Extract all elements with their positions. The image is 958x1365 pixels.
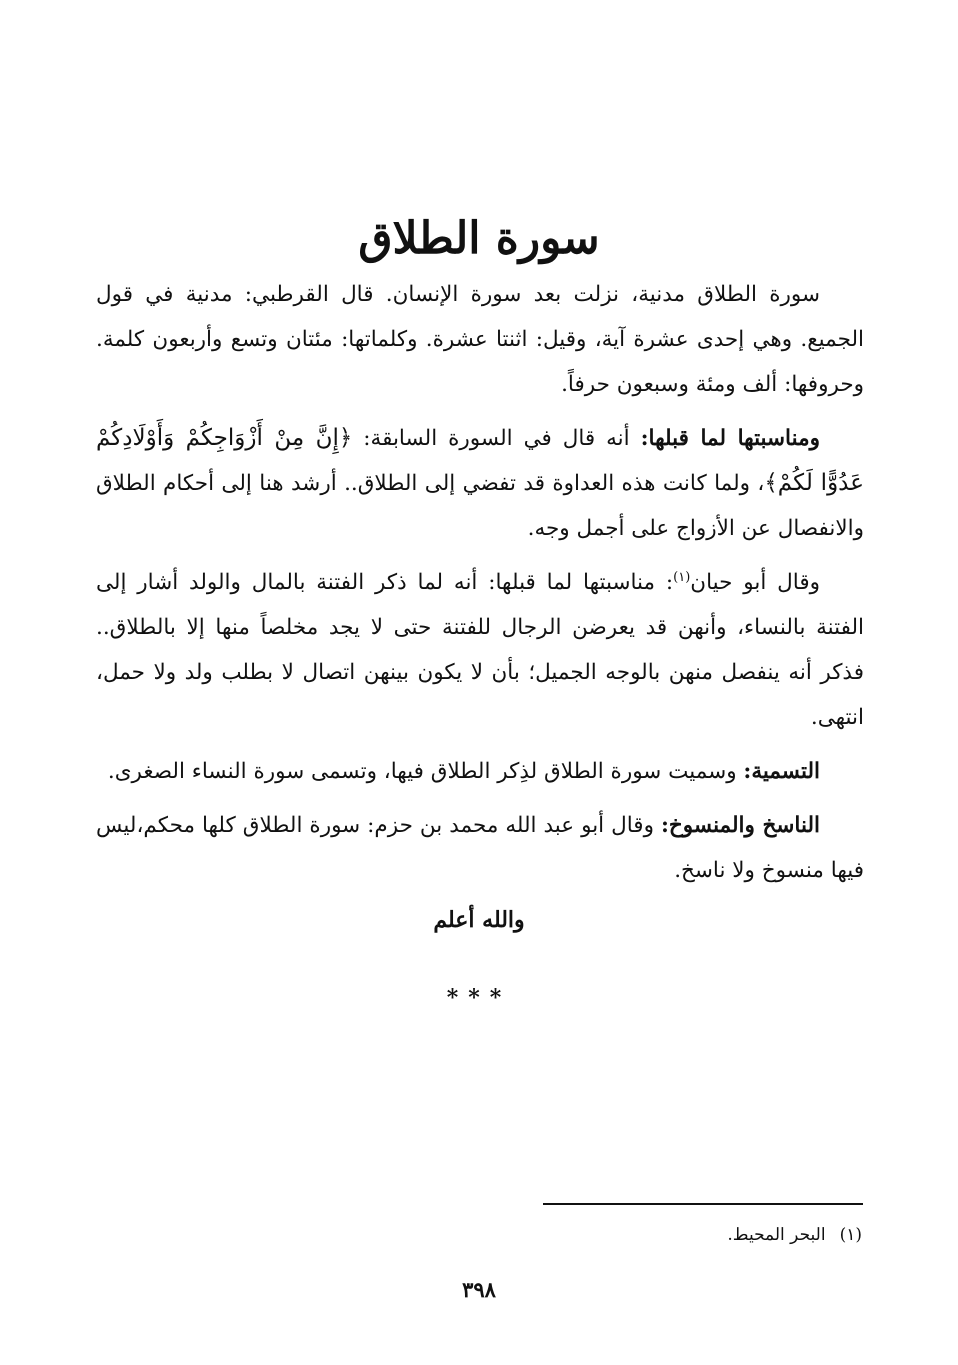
abu-hayyan-text-after-ref: : مناسبتها لما قبلها: أنه لما ذكر الفتنة بالمال والولد أشار إلى الفتنة بالنساء، وأنهن قد يعرضن الرجال للفتنة حتى لا يجد مخلصاً منها إلا بالطلاق.. فذكر أنه ينفصل منهن بالوجه الجميل؛ بأن لا يكون بينهن اتصال لا بطلب ولد ولا حمل، انتهى. (96, 570, 864, 730)
relevance-text-after-quote: ، ولما كانت هذه العداوة قد تفضي إلى الطلاق.. أرشد هنا إلى أحكام الطلاق والانفصال عن الأزواج على أجمل وجه. (96, 471, 864, 541)
footnote (94, 1218, 862, 1252)
relevance-paragraph (96, 416, 864, 551)
asterisk-separator: *** (446, 985, 512, 1011)
naming-paragraph (96, 749, 864, 794)
abu-hayyan-paragraph (96, 560, 864, 740)
surah-title: سورة الطلاق (358, 213, 600, 265)
abu-hayyan-text-before-ref: وقال أبو حيان (690, 570, 820, 595)
footnote-reference: (١) (673, 569, 691, 585)
relevance-text-before-quote: أنه قال في السورة السابقة: (352, 426, 641, 451)
footnote-divider (543, 1203, 863, 1205)
abrogation-heading: الناسخ والمنسوخ: (660, 813, 820, 838)
intro-paragraph (96, 272, 864, 407)
closing-phrase: والله أعلم (433, 907, 525, 933)
naming-text: وسميت سورة الطلاق لذِكر الطلاق فيها، وتسمى سورة النساء الصغرى. (107, 759, 744, 784)
intro-text: سورة الطلاق مدنية، نزلت بعد سورة الإنسان. قال القرطبي: مدنية في قول الجميع. وهي إحدى عشرة آية، وقيل: اثنتا عشرة. وكلماتها: مئتان وتسع وأربعون كلمة. وحروفها: ألف ومئة وسبعون حرفاً. (96, 282, 864, 397)
relevance-heading: ومناسبتها لما قبلها: (640, 426, 820, 451)
footnote-text: البحر المحيط. (727, 1225, 826, 1245)
body-text (96, 272, 864, 893)
footnote-number: (١) (839, 1225, 862, 1245)
abrogation-text: وقال أبو عبد الله محمد بن حزم: سورة الطلاق كلها محكم،ليس فيها منسوخ ولا ناسخ. (96, 813, 864, 883)
page-number: ٣٩٨ (462, 1277, 496, 1302)
quran-quote: ﴿إِنَّ مِنْ أَزْوَاجِكُمْ وَأَوْلَادِكُمْ عَدُوًّا لَكُمْ﴾ (96, 425, 864, 496)
naming-heading: التسمية: (743, 759, 820, 784)
abrogation-paragraph (96, 803, 864, 893)
